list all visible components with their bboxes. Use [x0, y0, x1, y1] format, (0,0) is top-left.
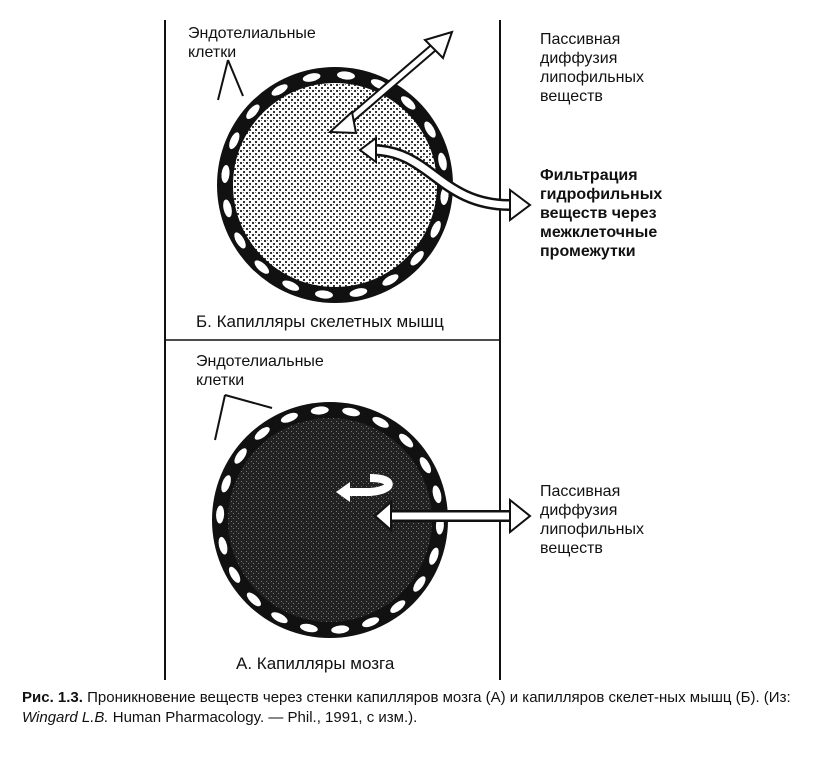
- passive-diffusion-label-top: Пассивная диффузия липофильных веществ: [540, 31, 644, 105]
- caption-author: Wingard L.B.: [22, 709, 109, 726]
- endothelial-label-bottom: Эндотелиальные клетки: [196, 353, 324, 389]
- passive-diffusion-label-bottom: Пассивная диффузия липофильных веществ: [540, 483, 644, 557]
- panel-title-brain: А. Капилляры мозга: [236, 654, 395, 673]
- endothelial-label-top: Эндотелиальные клетки: [188, 25, 316, 61]
- filtration-label: Фильтрация гидрофильных веществ через межклеточные промежутки: [540, 167, 663, 260]
- figure-number: Рис. 1.3.: [22, 689, 83, 706]
- figure-caption: [22, 688, 812, 728]
- panel-title-muscle: Б. Капилляры скелетных мышц: [196, 312, 444, 331]
- caption-text-2: Human Pharmacology. — Phil., 1991, с изм.).: [108, 709, 418, 726]
- cell-pointers-top: [218, 60, 243, 100]
- caption-text-1: Проникновение веществ через стенки капилляров мозга (А) и капилляров скелет-ных мышц (Б). (Из:: [82, 689, 791, 706]
- muscle-capillary: [217, 67, 453, 303]
